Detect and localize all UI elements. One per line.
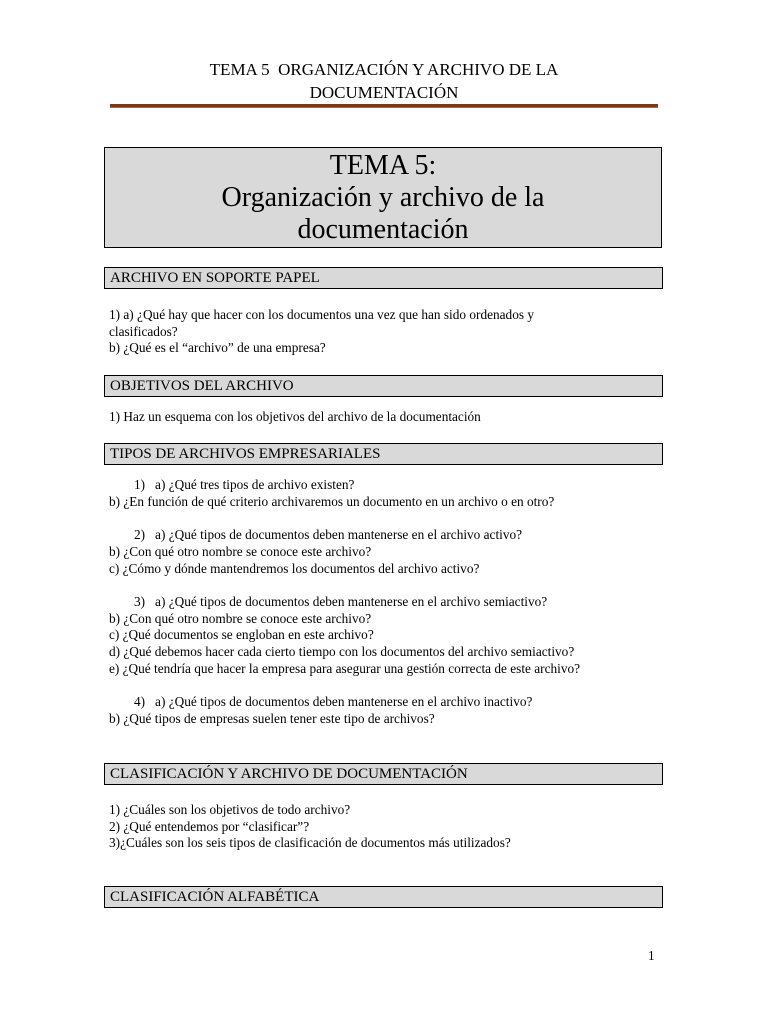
question-line: 1) ¿Cuáles son los objetivos de todo archivo?	[109, 802, 351, 817]
title-box	[104, 147, 662, 248]
question-line: b) ¿Con qué otro nombre se conoce este archivo?	[109, 543, 372, 559]
spacer	[109, 677, 669, 694]
spacer	[109, 577, 669, 594]
running-header	[110, 58, 658, 104]
section-heading-alfabetica: CLASIFICACIÓN ALFABÉTICA	[104, 886, 663, 908]
question-line: 4) a) ¿Qué tipos de documentos deben mantenerse en el archivo inactivo?	[134, 694, 533, 710]
header-rule	[110, 104, 658, 108]
section-body-objetivos	[109, 409, 669, 426]
question-line: b) ¿Con qué otro nombre se conoce este archivo?	[109, 610, 372, 626]
question-line: c) ¿Qué documentos se engloban en este archivo?	[109, 627, 374, 643]
title-line-3: documentación	[297, 214, 469, 245]
question-line: 2) ¿Qué entendemos por “clasificar”?	[109, 818, 310, 834]
section-heading-clasificacion: CLASIFICACIÓN Y ARCHIVO DE DOCUMENTACIÓN	[104, 763, 663, 785]
question-line: b) ¿Qué tipos de empresas suelen tener este tipo de archivos?	[109, 710, 435, 726]
page-number: 1	[648, 948, 655, 963]
question-line: 1) a) ¿Qué tres tipos de archivo existen?	[134, 477, 355, 492]
title-line-2: Organización y archivo de la	[221, 182, 545, 213]
running-header-line-1: TEMA 5 ORGANIZACIÓN Y ARCHIVO DE LA	[209, 60, 559, 79]
question-line: b) ¿Qué es el “archivo” de una empresa?	[109, 340, 326, 356]
section-heading-tipos: TIPOS DE ARCHIVOS EMPRESARIALES	[104, 443, 663, 465]
question-line: 1) a) ¿Qué hay que hacer con los documentos una vez que han sido ordenados y	[109, 307, 534, 322]
section-body-tipos	[109, 477, 669, 728]
section-body-archivo-papel	[109, 307, 669, 357]
section-heading-archivo-papel: ARCHIVO EN SOPORTE PAPEL	[104, 267, 663, 289]
section-heading-objetivos: OBJETIVOS DEL ARCHIVO	[104, 375, 663, 397]
running-header-line-2: DOCUMENTACIÓN	[309, 83, 459, 102]
question-line: b) ¿En función de qué criterio archivaremos un documento en un archivo o en otro?	[109, 493, 555, 509]
title-line-1: TEMA 5:	[329, 150, 437, 181]
question-line: d) ¿Qué debemos hacer cada cierto tiempo con los documentos del archivo semiactivo?	[109, 644, 575, 659]
section-body-clasificacion	[109, 802, 669, 852]
question-line: 3) a) ¿Qué tipos de documentos deben mantenerse en el archivo semiactivo?	[134, 593, 548, 609]
question-line: clasificados?	[109, 323, 178, 339]
question-line: 1) Haz un esquema con los objetivos del archivo de la documentación	[109, 409, 481, 424]
question-line: e) ¿Qué tendría que hacer la empresa para asegurar una gestión correcta de este archivo?	[109, 660, 581, 676]
question-line: 2) a) ¿Qué tipos de documentos deben mantenerse en el archivo activo?	[134, 527, 523, 543]
question-line: c) ¿Cómo y dónde mantendremos los documentos del archivo activo?	[109, 560, 480, 576]
question-line: 3)¿Cuáles son los seis tipos de clasificación de documentos más utilizados?	[109, 835, 511, 851]
spacer	[109, 510, 669, 527]
